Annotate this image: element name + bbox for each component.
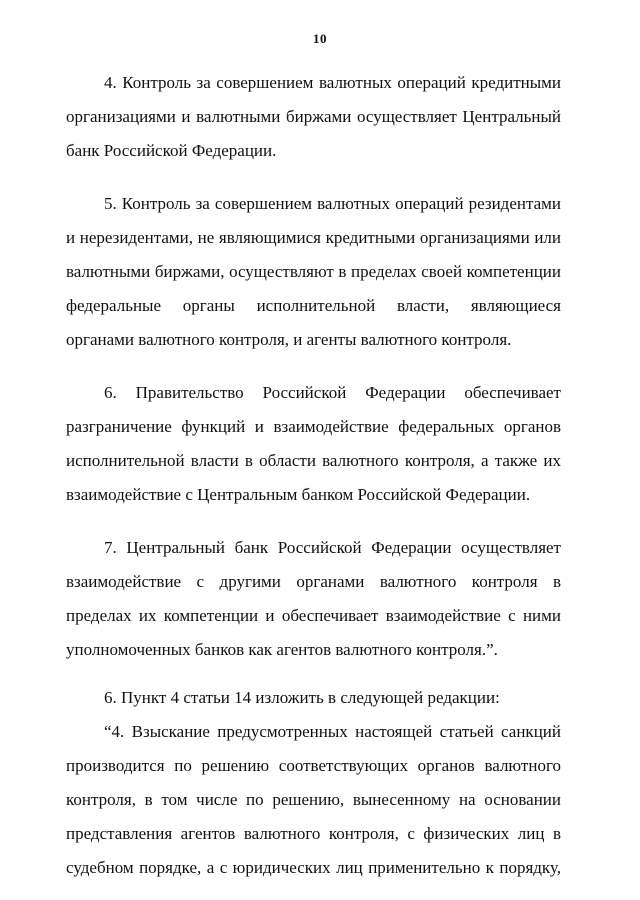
paragraph-item-5: 5. Контроль за совершением валютных операций резидентами и нерезидентами, не являющимися кредитными организациями или валютными биржами, осуществляют в пределах своей компетенции федеральные органы исполнительной власти, являющиеся органами валютного контроля, и агенты валютного контроля. [66, 194, 561, 349]
paragraph-amendment-point-6: 6. Пункт 4 статьи 14 изложить в следующей редакции: [104, 688, 500, 707]
paragraph-item-6: 6. Правительство Российской Федерации обеспечивает разграничение функций и взаимодействие федеральных органов исполнительной власти в области валютного контроля, а также их взаимодействие с Центральным банком Российской Федерации. [66, 383, 561, 504]
paragraph-item-7: 7. Центральный банк Российской Федерации осуществляет взаимодействие с другими органами валютного контроля в пределах их компетенции и обеспечивает взаимодействие с ними уполномоченных банков как агентов валютного контроля.”. [66, 538, 561, 659]
page-number: 10 [313, 31, 327, 46]
paragraph-amended-item-4: “4. Взыскание предусмотренных настоящей статьей санкций производится по решению соответствующих органов валютного контроля, в том числе по решению, вынесенному на основании представления агентов валютного контроля, с физических лиц в судебном порядке, а с юридических лиц применительно к порядку, [66, 722, 561, 877]
paragraph-item-4: 4. Контроль за совершением валютных операций кредитными организациями и валютными биржами осуществляет Центральный банк Российской Федерации. [66, 73, 561, 160]
document-body [66, 66, 561, 885]
